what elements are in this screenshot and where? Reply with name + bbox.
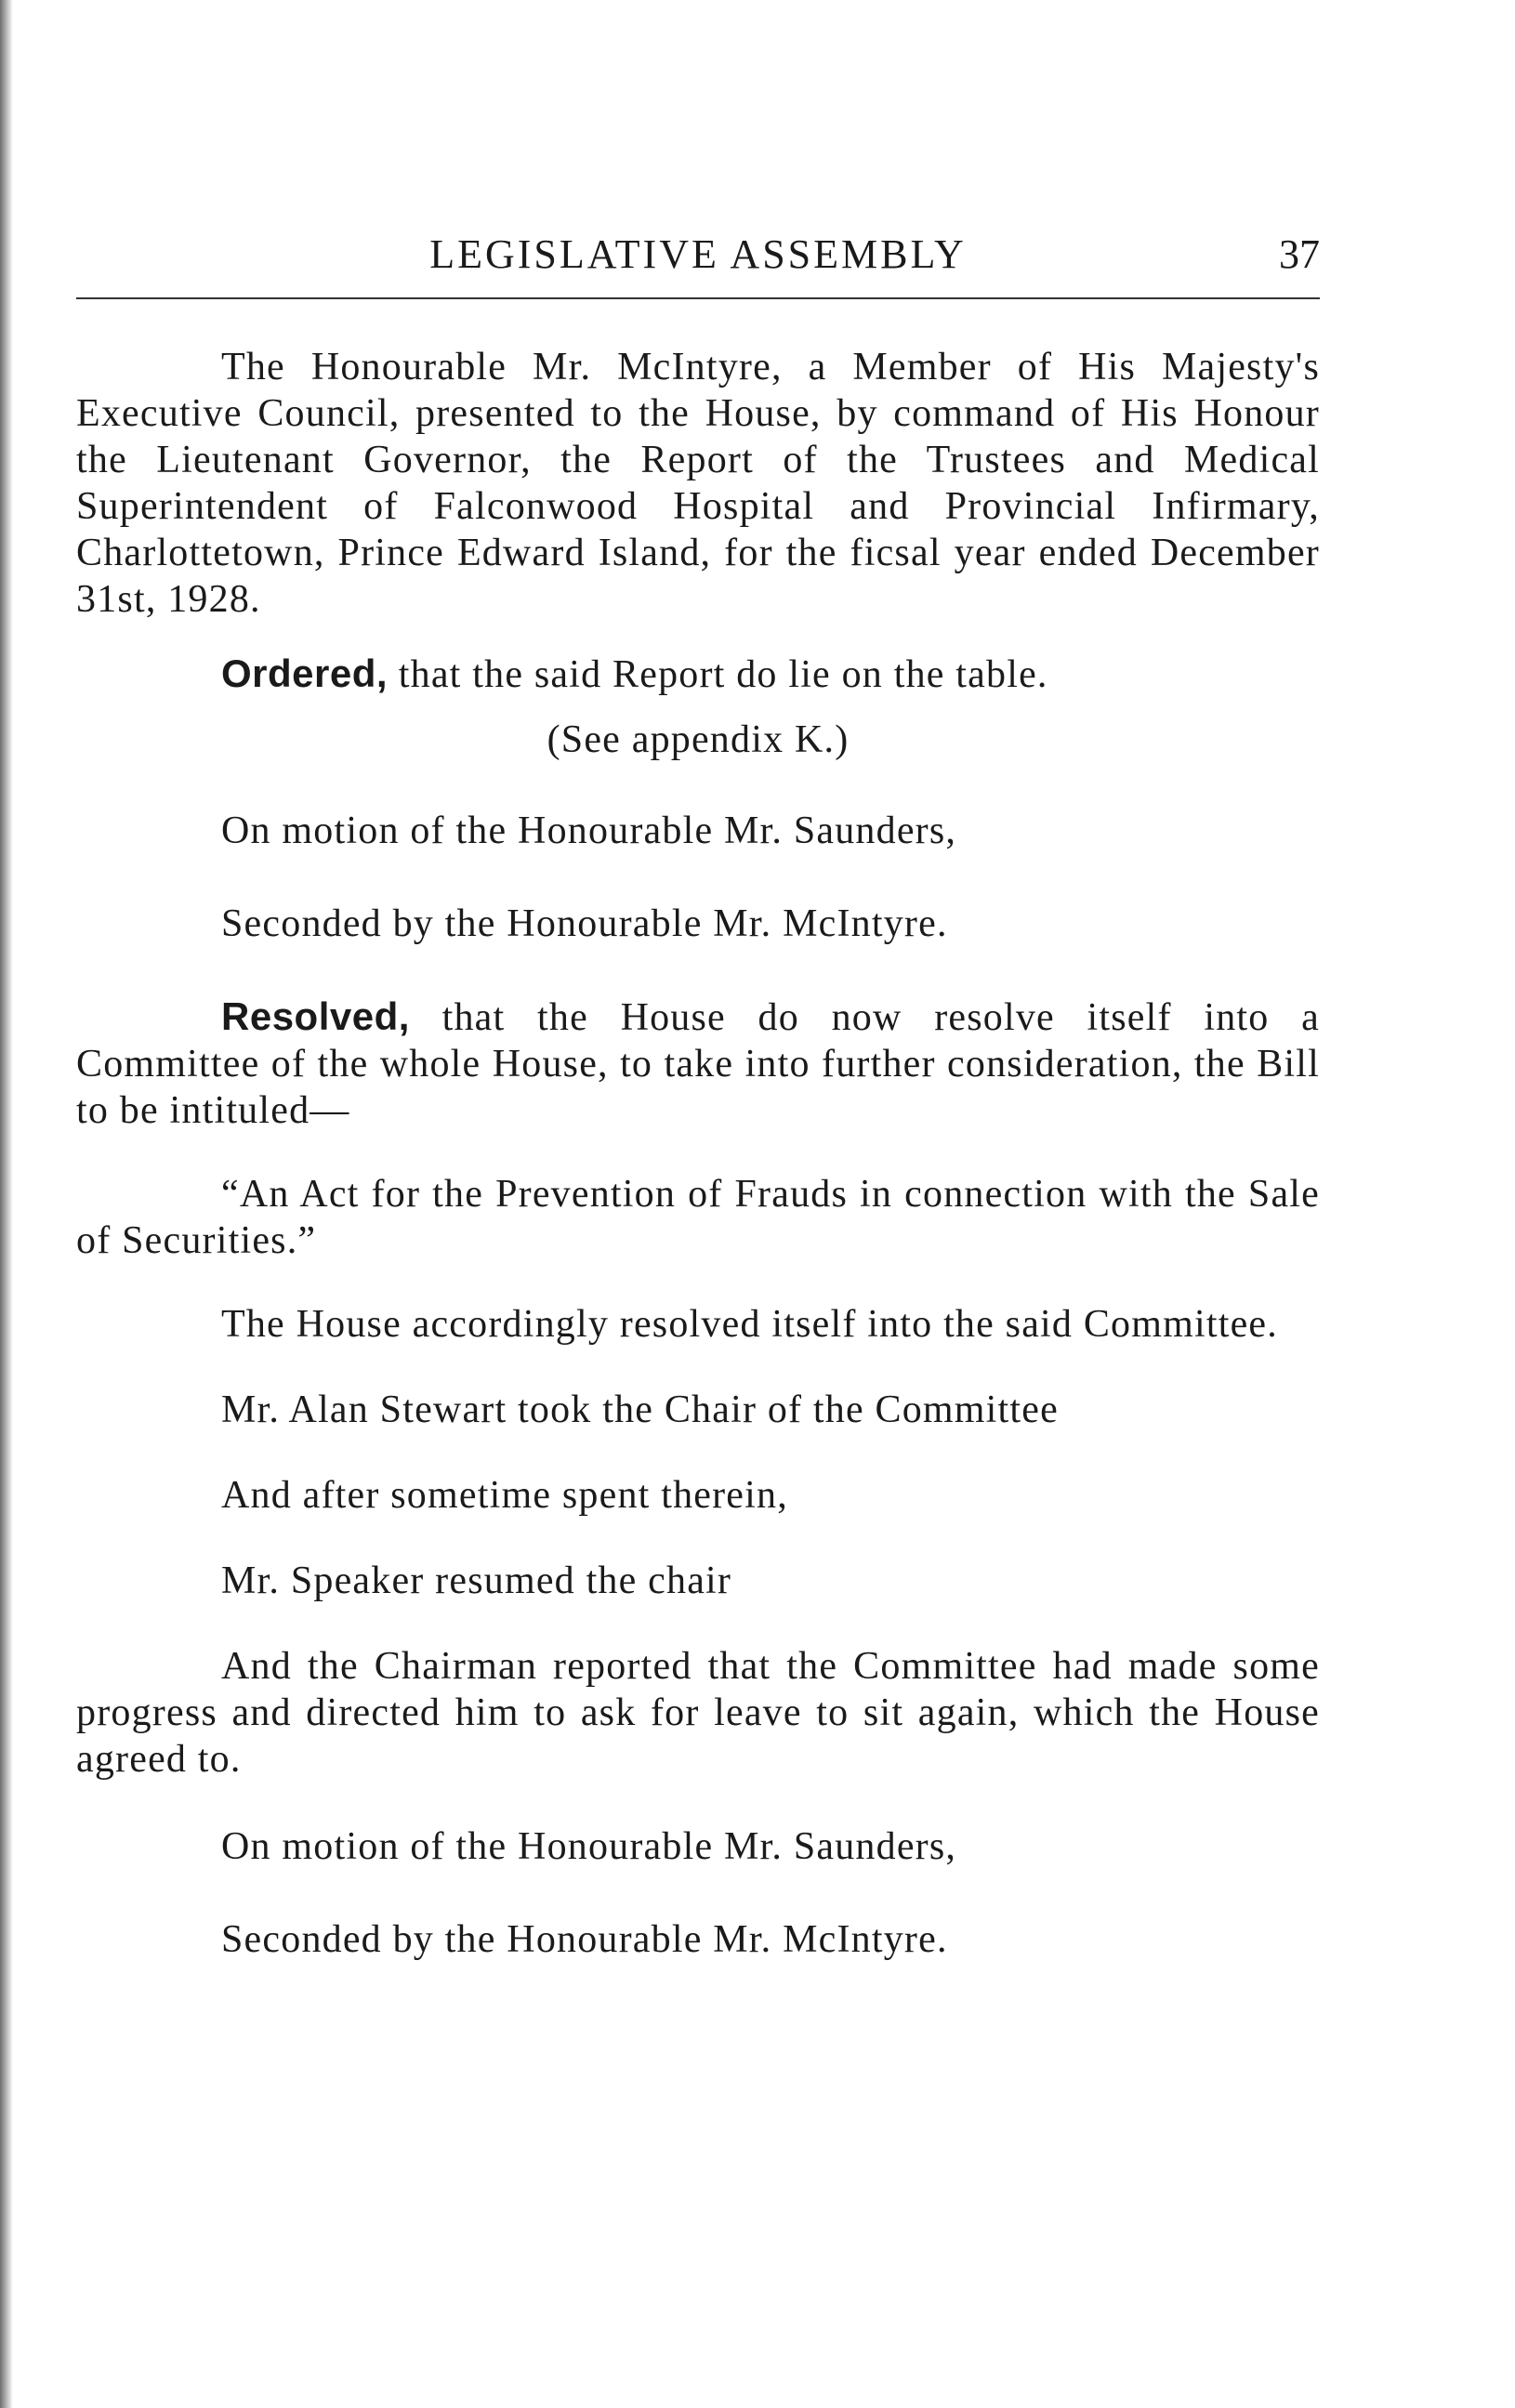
house-resolved-paragraph: The House accordingly resolved itself into the said Committee. xyxy=(221,1303,1278,1346)
document-page xyxy=(76,223,1320,1963)
running-head xyxy=(76,223,1320,299)
running-title: LEGISLATIVE ASSEMBLY xyxy=(429,231,967,277)
after-time-paragraph: And after sometime spent therein, xyxy=(221,1474,788,1517)
appendix-note: (See appendix K.) xyxy=(547,718,850,761)
seconded-paragraph-2: Seconded by the Honourable Mr. McIntyre. xyxy=(221,1918,948,1961)
ordered-label: Ordered, xyxy=(221,651,389,695)
speaker-paragraph: Mr. Speaker resumed the chair xyxy=(221,1559,732,1602)
report-paragraph: The Honourable Mr. McIntyre, a Member of His Majesty's Executive Council, presented to the House, by command of His Honour the Lieutenant Governor, the Report of the Trustees and Medical Superintendent of Falconwood Hospital and Provincial Infirmary, Charlottetown, Prince Edward Island, for the ficsal year ended December 31st, 1928. xyxy=(76,346,1320,621)
body-text xyxy=(76,344,1320,1963)
scan-edge-shadow xyxy=(0,0,13,2408)
chairman-report-paragraph: And the Chairman reported that the Committee had made some progress and directed him to ask for leave to sit again, which the House agreed to. xyxy=(76,1645,1320,1781)
resolved-label: Resolved, xyxy=(221,994,410,1038)
motion-paragraph-2: On motion of the Honourable Mr. Saunders, xyxy=(221,1825,957,1868)
ordered-text: that the said Report do lie on the table. xyxy=(398,653,1048,696)
ordered-paragraph xyxy=(76,651,1320,698)
motion-paragraph-1: On motion of the Honourable Mr. Saunders, xyxy=(221,809,957,852)
seconded-paragraph-1: Seconded by the Honourable Mr. McIntyre. xyxy=(221,902,948,945)
chair-paragraph: Mr. Alan Stewart took the Chair of the Committee xyxy=(221,1388,1059,1431)
resolved-text: that the House do now resolve itself into a Committee of the whole House, to take into further consideration, the Bill to be intituled— xyxy=(76,996,1320,1132)
bill-title-paragraph: “An Act for the Prevention of Frauds in connection with the Sale of Securities.” xyxy=(76,1173,1320,1262)
resolved-paragraph xyxy=(76,993,1320,1134)
page-number: 37 xyxy=(1279,231,1320,277)
